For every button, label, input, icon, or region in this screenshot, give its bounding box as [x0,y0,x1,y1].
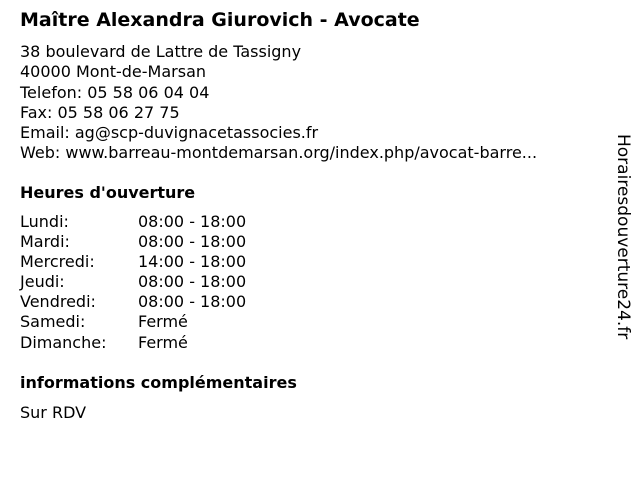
day-label: Lundi: [20,212,69,231]
day-label: Vendredi: [20,292,96,312]
business-name: Maître Alexandra Giurovich - Avocate [20,9,420,31]
hours-row-saturday [20,312,320,332]
time-range: 08:00 - 18:00 [138,232,247,252]
website-url: Web: www.barreau-montdemarsan.org/index.php/avocat-barre... [20,143,538,163]
additional-info-text: Sur RDV [20,403,87,422]
time-range: Fermé [138,332,188,352]
email-address: Email: ag@scp-duvignacetassocies.fr [20,123,319,143]
day-label: Dimanche: [20,332,107,352]
watermark-text: Horairesdouverture24.fr [613,134,633,340]
address-street: 38 boulevard de Lattre de Tassigny [20,42,302,61]
hours-row-wednesday [20,252,320,272]
day-label: Samedi: [20,312,86,332]
hours-row-monday [20,212,320,232]
phone-number: Telefon: 05 58 06 04 04 [20,82,210,102]
day-label: Mardi: [20,232,70,252]
address-city: 40000 Mont-de-Marsan [20,62,207,82]
opening-hours-table [20,212,320,353]
hours-row-friday [20,292,320,312]
day-label: Jeudi: [20,272,65,292]
hours-row-thursday [20,272,320,292]
time-range: 08:00 - 18:00 [138,212,247,231]
hours-row-sunday [20,333,320,353]
contact-details [20,42,537,164]
fax-number: Fax: 05 58 06 27 75 [20,102,180,122]
hours-heading: Heures d'ouverture [20,183,196,202]
time-range: 14:00 - 18:00 [138,252,247,272]
time-range: 08:00 - 18:00 [138,272,247,292]
time-range: 08:00 - 18:00 [138,292,247,312]
hours-row-tuesday [20,232,320,252]
additional-info-heading: informations complémentaires [20,373,297,392]
day-label: Mercredi: [20,252,95,272]
site-watermark [613,134,633,349]
time-range: Fermé [138,312,188,332]
